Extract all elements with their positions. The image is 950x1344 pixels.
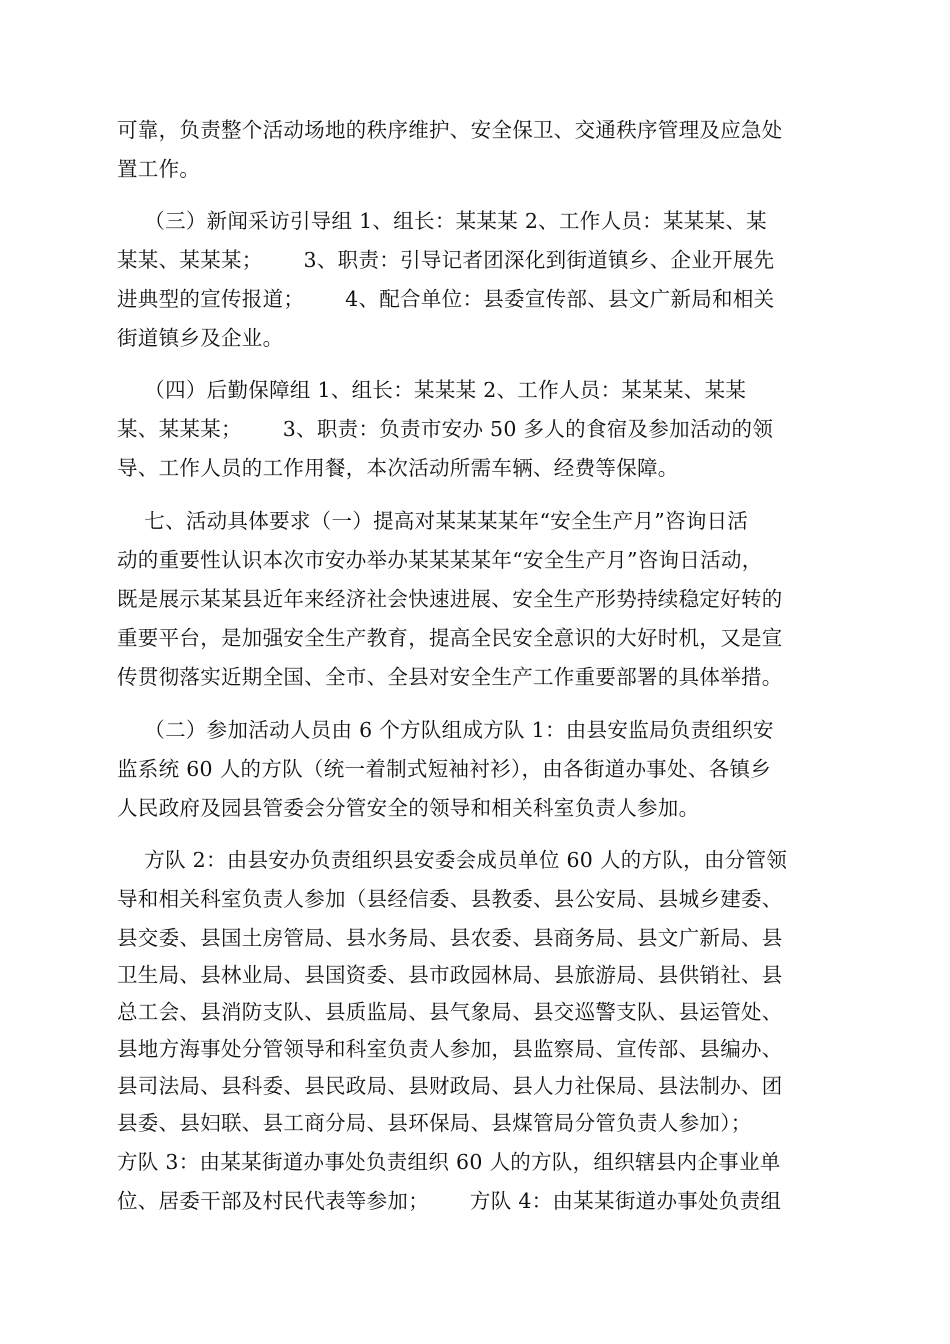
- text-line: 置工作。: [117, 157, 201, 181]
- text-line: 传贯彻落实近期全国、全市、全县对安全生产工作重要部署的具体举措。: [117, 665, 783, 689]
- text-line: 导和相关科室负责人参加（县经信委、县教委、县公安局、县城乡建委、: [117, 887, 783, 911]
- text-line: 县司法局、县科委、县民政局、县财政局、县人力社保局、县法制办、团: [117, 1074, 783, 1098]
- text-line: 街道镇乡及企业。: [117, 326, 284, 350]
- text-line: 位、居委干部及村民代表等参加； 方队 4：由某某街道办事处负责组: [117, 1189, 782, 1213]
- text-line: （三）新闻采访引导组 1、组长：某某某 2、工作人员：某某某、某: [117, 209, 767, 233]
- text-line: （四）后勤保障组 1、组长：某某某 2、工作人员：某某某、某某: [117, 378, 747, 402]
- text-line: 重要平台，是加强安全生产教育，提高全民安全意识的大好时机，又是宣: [117, 626, 783, 650]
- text-line: 某、某某某； 3、职责：负责市安办 50 多人的食宿及参加活动的领: [117, 417, 774, 441]
- text-line: 人民政府及园县管委会分管安全的领导和相关科室负责人参加。: [117, 796, 700, 820]
- text-line: 方队 3：由某某街道办事处负责组织 60 人的方队，组织辖县内企事业单: [117, 1150, 781, 1174]
- text-line: 县交委、县国土房管局、县水务局、县农委、县商务局、县文广新局、县: [117, 926, 783, 950]
- text-line: 总工会、县消防支队、县质监局、县气象局、县交巡警支队、县运管处、: [117, 1000, 783, 1024]
- text-line: 导、工作人员的工作用餐，本次活动所需车辆、经费等保障。: [117, 456, 679, 480]
- text-line: 可靠，负责整个活动场地的秩序维护、安全保卫、交通秩序管理及应急处: [117, 118, 783, 142]
- text-line: 既是展示某某县近年来经济社会快速进展、安全生产形势持续稳定好转的: [117, 587, 783, 611]
- text-line: 县地方海事处分管领导和科室负责人参加，县监察局、宣传部、县编办、: [117, 1037, 783, 1061]
- text-line: 七、活动具体要求（一）提高对某某某某年“安全生产月”咨询日活: [117, 509, 749, 533]
- text-line: 某某、某某某； 3、职责：引导记者团深化到街道镇乡、企业开展先: [117, 248, 775, 272]
- text-line: （二）参加活动人员由 6 个方队组成方队 1：由县安监局负责组织安: [117, 718, 774, 742]
- text-line: 进典型的宣传报道； 4、配合单位：县委宣传部、县文广新局和相关: [117, 287, 775, 311]
- text-line: 卫生局、县林业局、县国资委、县市政园林局、县旅游局、县供销社、县: [117, 963, 783, 987]
- text-line: 动的重要性认识本次市安办举办某某某某年“安全生产月”咨询日活动，: [117, 548, 763, 572]
- text-line: 方队 2：由县安办负责组织县安委会成员单位 60 人的方队，由分管领: [117, 848, 788, 872]
- text-line: 县委、县妇联、县工商分局、县环保局、县煤管局分管负责人参加）；: [117, 1111, 752, 1135]
- text-line: 监系统 60 人的方队（统一着制式短袖衬衫），由各街道办事处、各镇乡: [117, 757, 772, 781]
